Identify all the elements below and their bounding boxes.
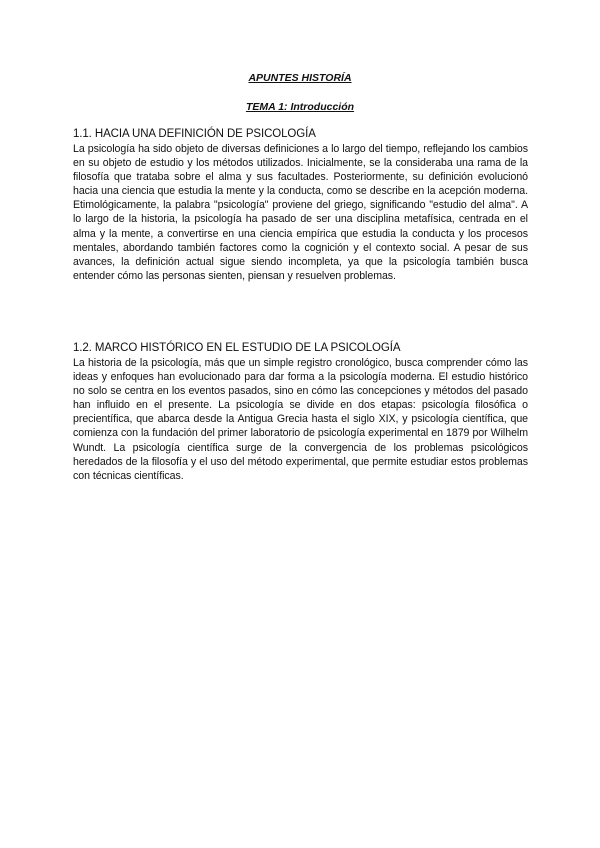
document-subtitle: TEMA 1: Introducción — [245, 101, 355, 113]
section-heading: 1.1. HACIA UNA DEFINICIÓN DE PSICOLOGÍA — [73, 128, 316, 140]
section-paragraph: La psicología ha sido objeto de diversas definiciones a lo largo del tiempo, reflejando los cambios en su objeto de estudio y los métodos utilizados. Inicialmente, se la consideraba una rama de la filosofía que trataba sobre el alma y sus facultades. Posteriormente, su definición evolucionó hacia una ciencia que estudia la mente y la conducta, como se describe en la acepción moderna. Etimológicamente, la palabra "psicología" proviene del griego, significando "estudio del alma". A lo largo de la historia, la psicología ha pasado de ser una disciplina metafísica, centrada en el alma y la mente, a convertirse en una ciencia empírica que estudia la conducta y los procesos mentales, abordando también factores como la cognición y el contexto social. A pesar de sus avances, la definición actual sigue siendo incompleta, ya que la psicología también busca entender cómo las personas sienten, piensan y resuelven problemas. — [73, 143, 528, 282]
section-definicion — [73, 127, 528, 283]
section-marco-historico — [73, 341, 528, 483]
section-heading: 1.2. MARCO HISTÓRICO EN EL ESTUDIO DE LA PSICOLOGÍA — [73, 342, 401, 354]
document-title: APUNTES HISTORÍA — [248, 72, 352, 84]
section-paragraph: La historia de la psicología, más que un simple registro cronológico, busca comprender cómo las ideas y enfoques han evolucionado para dar forma a la psicología moderna. El estudio histórico no solo se centra en los eventos pasados, sino en cómo las concepciones y métodos del pasado han influido en el presente. La psicología se divide en dos etapas: psicología filosófica o precientífica, que abarca desde la Antigua Grecia hasta el siglo XIX, y psicología científica, que comienza con la fundación del primer laboratorio de psicología experimental en 1879 por Wilhelm Wundt. La psicología científica surge de la convergencia de los problemas psicológicos heredados de la filosofía y el uso del método experimental, que permite estudiar estos problemas con técnicas científicas. — [73, 357, 528, 482]
